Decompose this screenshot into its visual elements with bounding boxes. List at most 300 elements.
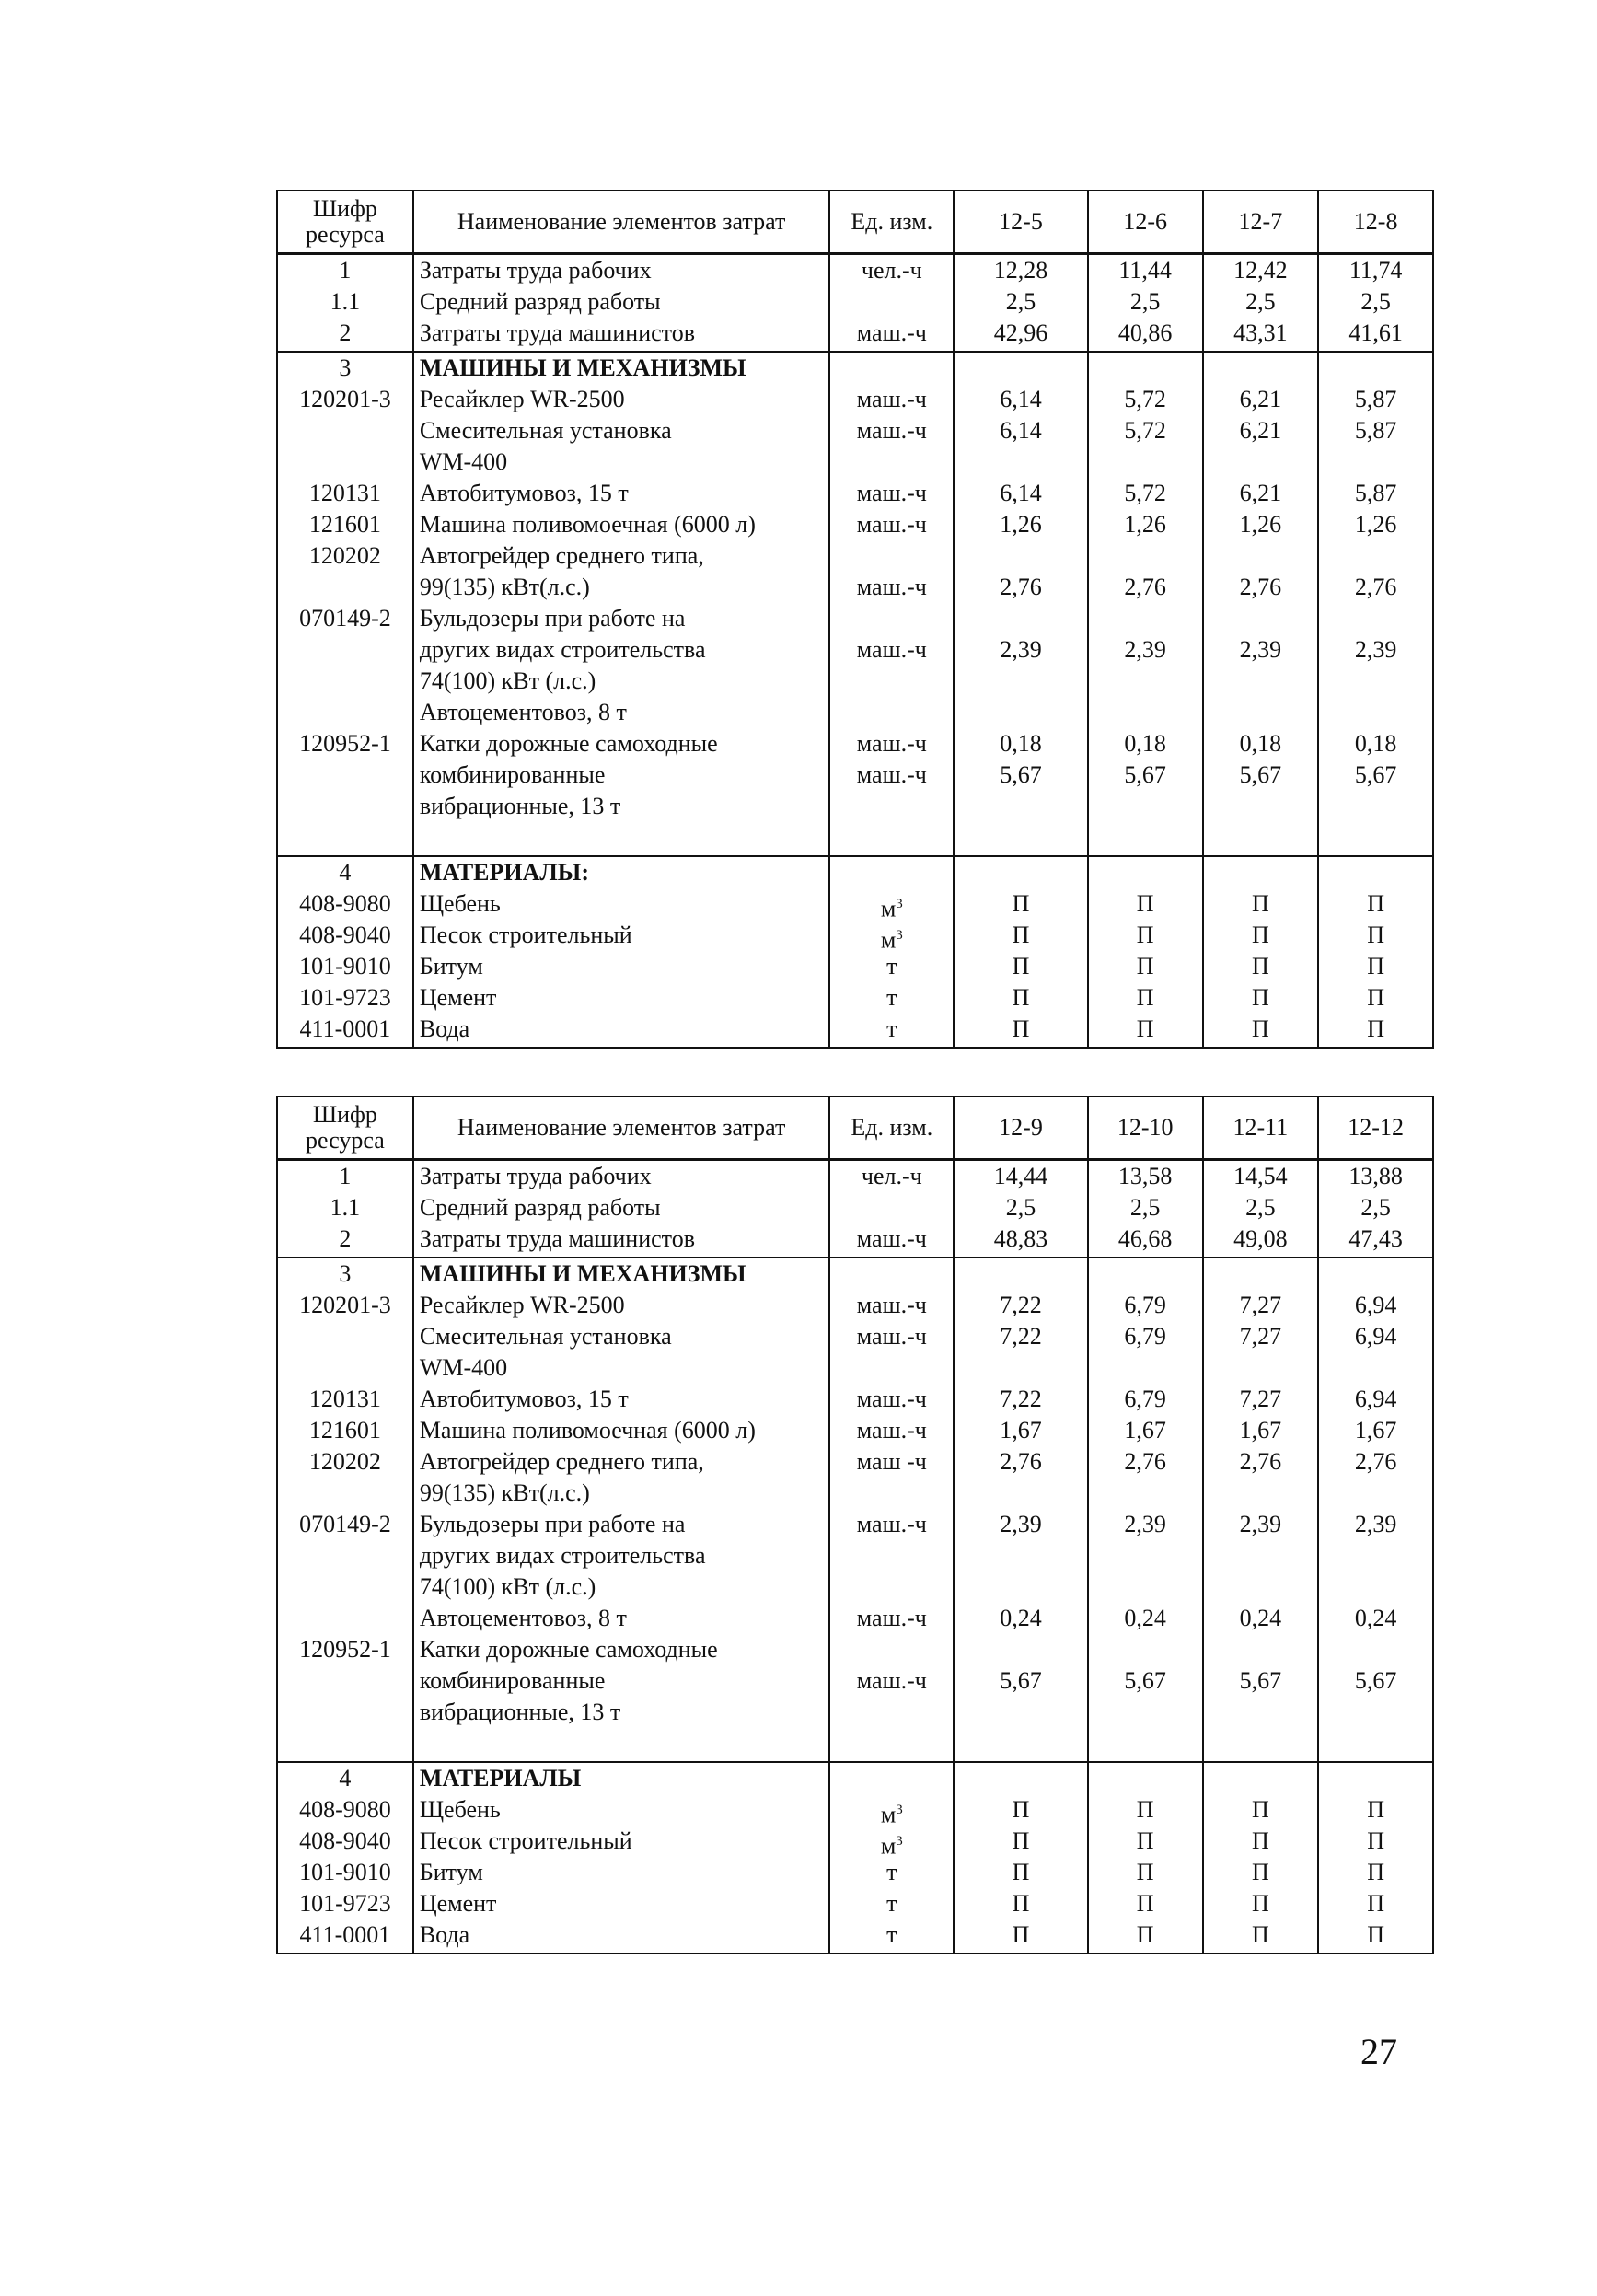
norm-value: П: [1367, 1921, 1384, 1948]
norm-value: П: [1136, 1015, 1154, 1042]
value-cell: [1088, 1258, 1203, 1762]
resource-name-line: Средний разряд работы: [419, 288, 661, 315]
norm-value: [1209, 1763, 1313, 1794]
norm-value: 2,39: [1000, 636, 1042, 663]
norm-value: 2,76: [1354, 574, 1397, 600]
value-cell: [1203, 1762, 1319, 1954]
norm-value: П: [1367, 890, 1384, 917]
norm-value: 2,5: [1005, 1194, 1036, 1221]
unit-value: маш.-ч: [856, 1605, 927, 1631]
unit-value: маш.-ч: [856, 417, 927, 444]
norm-value: П: [1136, 953, 1154, 980]
unit-value: [836, 888, 947, 920]
norm-value: 5,67: [1000, 1667, 1042, 1694]
norm-value: П: [1012, 1921, 1030, 1948]
value-cell: [1318, 1762, 1433, 1954]
norm-value: 47,43: [1348, 1225, 1403, 1252]
header-col: 12-7: [1203, 191, 1319, 254]
norm-value: П: [1012, 1890, 1030, 1917]
header-col: 12-10: [1088, 1096, 1203, 1160]
norm-value: 5,67: [1354, 761, 1397, 788]
norm-value: 7,22: [1000, 1323, 1042, 1350]
norm-value: 13,88: [1348, 1163, 1403, 1189]
norm-value: П: [1367, 1859, 1384, 1885]
norm-value: 2,76: [1354, 1448, 1397, 1475]
norm-value: П: [1012, 953, 1030, 980]
norm-value: П: [1012, 1015, 1030, 1042]
norm-value: 6,94: [1354, 1292, 1397, 1318]
resource-name-line: Катки дорожные самоходные: [419, 730, 718, 757]
value-cell: [1318, 1160, 1433, 1258]
norm-value: П: [1367, 1796, 1384, 1823]
norm-value: 5,67: [1000, 761, 1042, 788]
name-cell: [413, 254, 830, 353]
resource-name-line: Битум: [419, 953, 483, 980]
unit-value: т: [886, 1015, 897, 1042]
resource-name-line: WM-400: [419, 1354, 508, 1381]
resource-code: 1: [339, 257, 352, 284]
resource-code: 120202: [308, 542, 381, 569]
norm-value: П: [1251, 984, 1269, 1011]
resource-code: 1.1: [330, 288, 361, 315]
norm-value: [1209, 353, 1313, 384]
unit-text: м: [880, 926, 897, 954]
norm-value: 40,86: [1117, 319, 1173, 346]
norm-value: 6,21: [1239, 417, 1282, 444]
resource-code: 070149-2: [299, 1511, 391, 1537]
table-row-group: [277, 1160, 1433, 1258]
unit-value: маш.-ч: [856, 1225, 927, 1252]
norm-value: 2,39: [1354, 1511, 1397, 1537]
norm-value: П: [1251, 1796, 1269, 1823]
unit-text: м: [880, 1801, 897, 1828]
norm-value: 2,5: [1129, 1194, 1161, 1221]
norm-value: 2,76: [1124, 574, 1166, 600]
norm-value: 2,76: [1000, 1448, 1042, 1475]
norm-value: 7,27: [1239, 1323, 1282, 1350]
norm-value: П: [1367, 1827, 1384, 1854]
code-cell: [277, 856, 413, 1048]
resource-name-line: Смесительная установка: [419, 1323, 672, 1350]
table-row-group: [277, 352, 1433, 856]
unit-value: маш.-ч: [856, 730, 927, 757]
unit-exponent: 3: [896, 897, 903, 911]
unit-value: [836, 1826, 947, 1860]
norm-value: 7,22: [1000, 1292, 1042, 1318]
norm-value: [1325, 353, 1427, 384]
value-cell: [954, 1160, 1088, 1258]
value-cell: [1203, 1258, 1319, 1762]
resource-name-line: Вода: [419, 1921, 470, 1948]
resource-code: 120952-1: [299, 730, 391, 757]
norm-value: 1,26: [1000, 511, 1042, 538]
unit-value: маш.-ч: [856, 386, 927, 412]
resource-name-line: Машина поливомоечная (6000 л): [419, 511, 756, 538]
norm-value: 2,39: [1000, 1511, 1042, 1537]
norm-value: 0,18: [1239, 730, 1282, 757]
resource-table-2: [276, 1096, 1434, 1954]
resource-code: 120131: [308, 480, 381, 506]
unit-value: маш.-ч: [856, 480, 927, 506]
resource-name-line: вибрационные, 13 т: [419, 1699, 621, 1725]
name-cell: [413, 352, 830, 856]
unit-cell: [829, 254, 954, 353]
norm-value: П: [1136, 922, 1154, 948]
value-cell: [1088, 1160, 1203, 1258]
unit-exponent: 3: [896, 1803, 903, 1817]
value-cell: [1088, 254, 1203, 353]
unit-cell: [829, 856, 954, 1048]
norm-value: 5,67: [1124, 1667, 1166, 1694]
resource-name-line: Автоцементовоз, 8 т: [419, 699, 627, 725]
norm-value: 0,24: [1239, 1605, 1282, 1631]
norm-value: П: [1367, 984, 1384, 1011]
unit-value: [836, 920, 947, 954]
table-row-group: [277, 1762, 1433, 1954]
norm-value: 6,94: [1354, 1323, 1397, 1350]
norm-value: 0,24: [1354, 1605, 1397, 1631]
resource-code: 101-9010: [299, 953, 391, 980]
resource-code: 2: [339, 1225, 352, 1252]
norm-value: П: [1251, 953, 1269, 980]
value-cell: [1318, 856, 1433, 1048]
resource-name-line: Автобитумовоз, 15 т: [419, 1386, 629, 1412]
resource-name-line: WM-400: [419, 448, 508, 475]
resource-name-line: Затраты труда машинистов: [419, 1225, 695, 1252]
norm-value: П: [1367, 922, 1384, 948]
resource-code: 2: [339, 319, 352, 346]
resource-code: 1: [339, 1163, 352, 1189]
unit-exponent: 3: [896, 1834, 903, 1849]
norm-value: 2,5: [1129, 288, 1161, 315]
norm-value: 11,44: [1118, 257, 1172, 284]
unit-value: т: [886, 984, 897, 1011]
resource-code: 121601: [308, 511, 381, 538]
value-cell: [1203, 254, 1319, 353]
norm-value: [1094, 1763, 1197, 1794]
norm-value: 11,74: [1348, 257, 1403, 284]
norm-value: 6,21: [1239, 386, 1282, 412]
norm-value: П: [1012, 984, 1030, 1011]
norm-value: 6,21: [1239, 480, 1282, 506]
norm-value: 0,18: [1354, 730, 1397, 757]
unit-value: маш.-ч: [856, 636, 927, 663]
resource-code: 101-9723: [299, 1890, 391, 1917]
resource-name-line: Смесительная установка: [419, 417, 672, 444]
norm-value: 5,72: [1124, 417, 1166, 444]
norm-value: 2,39: [1124, 636, 1166, 663]
resource-name-line: комбинированные: [419, 761, 606, 788]
norm-value: 5,67: [1124, 761, 1166, 788]
norm-value: П: [1367, 1015, 1384, 1042]
norm-value: 1,67: [1124, 1417, 1166, 1444]
value-cell: [1203, 352, 1319, 856]
resource-name-line: Песок строительный: [419, 922, 632, 948]
unit-value: маш.-ч: [856, 1511, 927, 1537]
norm-value: 42,96: [993, 319, 1048, 346]
norm-value: 2,39: [1124, 1511, 1166, 1537]
norm-value: 1,67: [1354, 1417, 1397, 1444]
value-cell: [1088, 352, 1203, 856]
resource-code: [284, 1603, 407, 1634]
unit-cell: [829, 352, 954, 856]
header-col: 12-6: [1088, 191, 1203, 254]
norm-value: [960, 1763, 1082, 1794]
name-cell: [413, 1160, 830, 1258]
norm-value: П: [1251, 1015, 1269, 1042]
norm-value: П: [1251, 1921, 1269, 1948]
header-row: [277, 191, 1433, 254]
norm-value: [1209, 1258, 1313, 1290]
unit-value: т: [886, 1921, 897, 1948]
unit-value: [836, 286, 947, 318]
resource-name-line: МАШИНЫ И МЕХАНИЗМЫ: [419, 354, 746, 381]
resource-name-line: вибрационные, 13 т: [419, 793, 621, 819]
norm-value: 41,61: [1348, 319, 1403, 346]
unit-value: маш.-ч: [856, 1386, 927, 1412]
norm-value: 2,39: [1239, 636, 1282, 663]
norm-value: 2,5: [1005, 288, 1036, 315]
unit-value: маш -ч: [856, 1448, 927, 1475]
header-unit: Ед. изм.: [829, 1096, 954, 1160]
unit-value: [836, 1794, 947, 1826]
resource-name-line: Щебень: [419, 1796, 501, 1823]
norm-value: 49,08: [1233, 1225, 1288, 1252]
norm-value: 14,54: [1233, 1163, 1288, 1189]
norm-value: 5,72: [1124, 386, 1166, 412]
resource-name-line: Песок строительный: [419, 1827, 632, 1854]
norm-value: 5,87: [1354, 480, 1397, 506]
unit-value: т: [886, 1890, 897, 1917]
table-row-group: [277, 254, 1433, 353]
norm-value: [960, 353, 1082, 384]
norm-value: 2,5: [1245, 288, 1276, 315]
unit-value: маш.-ч: [856, 1323, 927, 1350]
resource-name-line: Автогрейдер среднего типа,: [419, 1448, 704, 1475]
norm-value: П: [1136, 1796, 1154, 1823]
header-col: 12-12: [1318, 1096, 1433, 1160]
header-col: 12-9: [954, 1096, 1088, 1160]
unit-value: маш.-ч: [856, 1292, 927, 1318]
resource-name-line: 74(100) кВт (л.с.): [419, 1573, 596, 1600]
resource-code: 408-9080: [299, 890, 391, 917]
norm-value: П: [1251, 1890, 1269, 1917]
unit-cell: [829, 1762, 954, 1954]
norm-value: 5,72: [1124, 480, 1166, 506]
norm-value: 12,28: [993, 257, 1048, 284]
norm-value: 13,58: [1117, 1163, 1173, 1189]
unit-value: маш.-ч: [856, 511, 927, 538]
code-cell: [277, 1160, 413, 1258]
resource-code: 408-9080: [299, 1796, 391, 1823]
resource-name-line: Ресайклер WR-2500: [419, 1292, 625, 1318]
norm-value: П: [1367, 1890, 1384, 1917]
unit-value: маш.-ч: [856, 319, 927, 346]
value-cell: [1318, 1258, 1433, 1762]
norm-value: 5,67: [1354, 1667, 1397, 1694]
header-name: Наименование элементов затрат: [413, 191, 830, 254]
norm-value: [1325, 1763, 1427, 1794]
norm-value: 2,5: [1245, 1194, 1276, 1221]
norm-value: [1094, 857, 1197, 888]
norm-value: [1094, 353, 1197, 384]
unit-value: т: [886, 953, 897, 980]
resource-code: 120202: [308, 1448, 381, 1475]
norm-value: 6,79: [1124, 1323, 1166, 1350]
norm-value: [1325, 857, 1427, 888]
value-cell: [954, 856, 1088, 1048]
resource-name-line: МАТЕРИАЛЫ: [419, 1765, 582, 1792]
resource-name-line: Автоцементовоз, 8 т: [419, 1605, 627, 1631]
unit-value: маш.-ч: [856, 1417, 927, 1444]
value-cell: [1088, 856, 1203, 1048]
name-cell: [413, 856, 830, 1048]
unit-value: [836, 1258, 947, 1290]
unit-value: маш.-ч: [856, 761, 927, 788]
resource-name-line: 99(135) кВт(л.с.): [419, 1479, 590, 1506]
norm-value: 43,31: [1233, 319, 1288, 346]
resource-code: 1.1: [330, 1194, 361, 1221]
header-unit: Ед. изм.: [829, 191, 954, 254]
resource-name-line: Бульдозеры при работе на: [419, 1511, 686, 1537]
unit-text: м: [880, 895, 897, 922]
unit-value: чел.-ч: [861, 1163, 922, 1189]
norm-value: П: [1012, 1796, 1030, 1823]
resource-code: 3: [339, 354, 352, 381]
norm-value: 6,14: [1000, 480, 1042, 506]
name-cell: [413, 1762, 830, 1954]
header-code: Шифр ресурса: [277, 1096, 413, 1160]
norm-value: 6,14: [1000, 417, 1042, 444]
norm-value: П: [1012, 1859, 1030, 1885]
table-row-group: [277, 1258, 1433, 1762]
norm-value: 5,67: [1239, 761, 1282, 788]
header-col: 12-8: [1318, 191, 1433, 254]
norm-value: 12,42: [1233, 257, 1288, 284]
norm-value: 1,26: [1354, 511, 1397, 538]
unit-value: [836, 1763, 947, 1794]
norm-value: 0,24: [1124, 1605, 1166, 1631]
norm-value: 2,39: [1354, 636, 1397, 663]
resource-name-line: 74(100) кВт (л.с.): [419, 667, 596, 694]
norm-value: П: [1251, 922, 1269, 948]
resource-name-line: МАШИНЫ И МЕХАНИЗМЫ: [419, 1260, 746, 1287]
norm-value: 5,87: [1354, 417, 1397, 444]
resource-code: 120952-1: [299, 1636, 391, 1663]
resource-name-line: МАТЕРИАЛЫ:: [419, 859, 589, 886]
norm-value: 7,27: [1239, 1386, 1282, 1412]
norm-value: 7,22: [1000, 1386, 1042, 1412]
resource-code: 4: [339, 859, 352, 886]
resource-code: 408-9040: [299, 922, 391, 948]
value-cell: [1203, 1160, 1319, 1258]
norm-value: 14,44: [993, 1163, 1048, 1189]
resource-name-line: Битум: [419, 1859, 483, 1885]
resource-name-line: 99(135) кВт(л.с.): [419, 574, 590, 600]
value-cell: [1203, 856, 1319, 1048]
code-cell: [277, 1258, 413, 1762]
table-row-group: [277, 856, 1433, 1048]
norm-value: 2,76: [1239, 574, 1282, 600]
unit-value: т: [886, 1859, 897, 1885]
resource-name-line: комбинированные: [419, 1667, 606, 1694]
norm-value: [1325, 1258, 1427, 1290]
norm-value: 6,79: [1124, 1292, 1166, 1318]
resource-code: 4: [339, 1765, 352, 1792]
norm-value: 0,24: [1000, 1605, 1042, 1631]
norm-value: 48,83: [993, 1225, 1048, 1252]
resource-name-line: Автогрейдер среднего типа,: [419, 542, 704, 569]
resource-name-line: Затраты труда машинистов: [419, 319, 695, 346]
resource-name-line: других видах строительства: [419, 636, 706, 663]
norm-value: 2,76: [1124, 1448, 1166, 1475]
norm-value: 2,76: [1239, 1448, 1282, 1475]
unit-value: [836, 1192, 947, 1223]
norm-value: 0,18: [1000, 730, 1042, 757]
unit-cell: [829, 1160, 954, 1258]
resource-name-line: других видах строительства: [419, 1542, 706, 1569]
value-cell: [954, 1258, 1088, 1762]
header-name: Наименование элементов затрат: [413, 1096, 830, 1160]
norm-value: 2,39: [1239, 1511, 1282, 1537]
unit-value: маш.-ч: [856, 574, 927, 600]
norm-value: 6,14: [1000, 386, 1042, 412]
norm-value: 46,68: [1117, 1225, 1173, 1252]
norm-value: [1209, 857, 1313, 888]
unit-value: [836, 857, 947, 888]
norm-value: 1,26: [1124, 511, 1166, 538]
norm-value: 5,87: [1354, 386, 1397, 412]
norm-value: 5,67: [1239, 1667, 1282, 1694]
norm-value: 6,94: [1354, 1386, 1397, 1412]
resource-name-line: Цемент: [419, 984, 497, 1011]
code-cell: [277, 1762, 413, 1954]
resource-name-line: Затраты труда рабочих: [419, 257, 652, 284]
resource-code: [284, 697, 407, 728]
unit-exponent: 3: [896, 928, 903, 943]
norm-value: П: [1136, 1827, 1154, 1854]
norm-value: [960, 1258, 1082, 1290]
value-cell: [954, 1762, 1088, 1954]
resource-name-line: Бульдозеры при работе на: [419, 605, 686, 632]
norm-value: 1,67: [1239, 1417, 1282, 1444]
norm-value: 2,5: [1360, 288, 1391, 315]
header-col: 12-11: [1203, 1096, 1319, 1160]
resource-code: 411-0001: [299, 1921, 391, 1948]
resource-code: 101-9010: [299, 1859, 391, 1885]
resource-name-line: Вода: [419, 1015, 470, 1042]
norm-value: 7,27: [1239, 1292, 1282, 1318]
norm-value: П: [1136, 890, 1154, 917]
resource-code: 070149-2: [299, 605, 391, 632]
unit-value: чел.-ч: [861, 257, 922, 284]
norm-value: П: [1136, 1890, 1154, 1917]
resource-table-1: [276, 190, 1434, 1049]
norm-value: П: [1012, 890, 1030, 917]
norm-value: 2,76: [1000, 574, 1042, 600]
norm-value: П: [1136, 1859, 1154, 1885]
norm-value: П: [1367, 953, 1384, 980]
norm-value: П: [1251, 890, 1269, 917]
resource-code: 101-9723: [299, 984, 391, 1011]
norm-value: 0,18: [1124, 730, 1166, 757]
resource-name-line: Автобитумовоз, 15 т: [419, 480, 629, 506]
norm-value: П: [1136, 1921, 1154, 1948]
resource-code: 120201-3: [299, 386, 391, 412]
resource-name-line: Затраты труда рабочих: [419, 1163, 652, 1189]
value-cell: [1318, 254, 1433, 353]
unit-text: м: [880, 1832, 897, 1860]
